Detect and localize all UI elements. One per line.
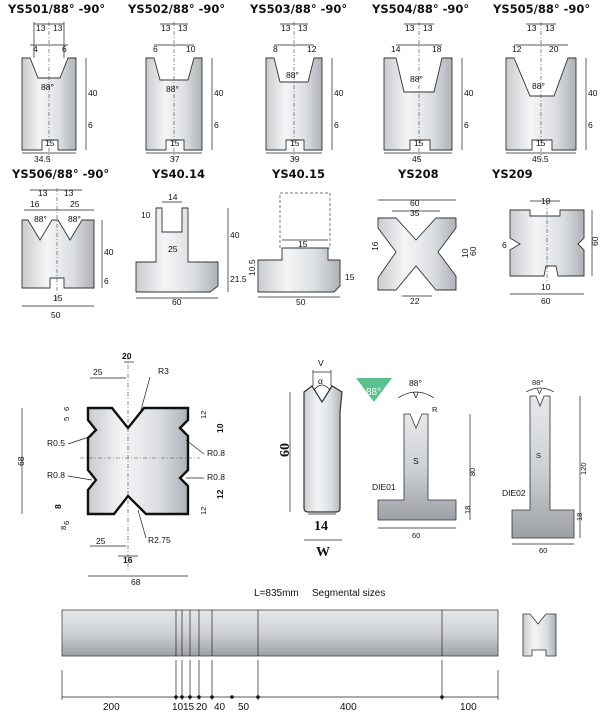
die01 xyxy=(372,378,477,540)
svg-text:20: 20 xyxy=(549,44,559,54)
svg-text:88°: 88° xyxy=(34,214,47,224)
die-ys502 xyxy=(127,2,225,164)
svg-text:50: 50 xyxy=(51,310,61,320)
svg-text:R2.75: R2.75 xyxy=(148,535,171,545)
svg-text:15: 15 xyxy=(53,293,63,303)
svg-text:21.5: 21.5 xyxy=(230,274,247,284)
svg-text:6: 6 xyxy=(104,276,109,286)
svg-text:6: 6 xyxy=(62,44,67,54)
svg-text:25: 25 xyxy=(96,536,106,546)
segment-15: 15 xyxy=(183,702,195,713)
angle-badge xyxy=(356,378,392,402)
svg-text:13: 13 xyxy=(405,23,415,33)
svg-text:45.5: 45.5 xyxy=(532,154,549,164)
svg-text:13: 13 xyxy=(281,23,291,33)
four-way-block-die xyxy=(16,351,225,587)
svg-text:13: 13 xyxy=(36,23,46,33)
svg-text:6: 6 xyxy=(62,406,71,411)
svg-text:10.5: 10.5 xyxy=(247,259,257,276)
svg-text:6: 6 xyxy=(464,120,469,130)
die-title: YS208 xyxy=(398,167,439,181)
svg-text:15: 15 xyxy=(170,138,180,148)
svg-text:6: 6 xyxy=(588,120,593,130)
svg-text:60: 60 xyxy=(172,297,182,307)
svg-text:DIE02: DIE02 xyxy=(502,488,526,498)
svg-text:6: 6 xyxy=(214,120,219,130)
svg-text:R0.8: R0.8 xyxy=(207,448,225,458)
die02 xyxy=(502,378,588,555)
svg-text:R0.8: R0.8 xyxy=(47,470,65,480)
svg-text:88°: 88° xyxy=(68,214,81,224)
svg-text:60: 60 xyxy=(278,443,293,457)
die-title: YS502/88° -90° xyxy=(128,2,226,16)
svg-text:6: 6 xyxy=(62,520,71,525)
svg-text:60: 60 xyxy=(412,531,421,540)
svg-text:8: 8 xyxy=(59,525,68,530)
svg-text:V: V xyxy=(413,390,419,400)
svg-text:8: 8 xyxy=(53,504,63,509)
svg-text:25: 25 xyxy=(93,367,103,377)
svg-text:88°: 88° xyxy=(532,378,544,387)
svg-text:88°: 88° xyxy=(166,84,179,94)
svg-text:14: 14 xyxy=(168,192,178,202)
svg-text:R: R xyxy=(432,405,438,414)
die-title: YS40.15 xyxy=(272,167,325,181)
die-title: YS209 xyxy=(492,167,533,181)
svg-text:S: S xyxy=(536,451,542,460)
svg-text:88°: 88° xyxy=(410,74,423,84)
die-ys40-15 xyxy=(247,167,355,307)
svg-text:68: 68 xyxy=(131,577,141,587)
svg-text:16: 16 xyxy=(30,199,40,209)
svg-text:13: 13 xyxy=(423,23,433,33)
svg-text:V: V xyxy=(318,358,324,368)
length-label: L=835mm xyxy=(254,588,299,599)
svg-text:39: 39 xyxy=(290,154,300,164)
die-ys208 xyxy=(491,167,600,306)
svg-text:8: 8 xyxy=(273,44,278,54)
svg-text:35: 35 xyxy=(410,208,420,218)
svg-text:13: 13 xyxy=(178,23,188,33)
segmental-sizes xyxy=(62,588,556,713)
die-ys40-14 xyxy=(136,167,247,307)
svg-text:12: 12 xyxy=(215,489,225,499)
svg-text:15: 15 xyxy=(45,138,55,148)
svg-text:88°: 88° xyxy=(532,81,545,91)
svg-text:R0.8: R0.8 xyxy=(207,472,225,482)
svg-text:DIE01: DIE01 xyxy=(372,482,396,492)
svg-text:S: S xyxy=(413,456,419,466)
svg-text:6: 6 xyxy=(88,120,93,130)
svg-text:α: α xyxy=(318,376,323,386)
svg-text:60: 60 xyxy=(541,296,551,306)
svg-text:10: 10 xyxy=(186,44,196,54)
svg-text:18: 18 xyxy=(463,505,472,514)
svg-text:5: 5 xyxy=(62,416,71,421)
svg-text:15: 15 xyxy=(536,138,546,148)
svg-text:13: 13 xyxy=(298,23,308,33)
segment-20: 20 xyxy=(196,702,208,713)
svg-text:16: 16 xyxy=(123,555,133,565)
svg-text:13: 13 xyxy=(527,23,537,33)
svg-text:6: 6 xyxy=(153,44,158,54)
svg-text:45: 45 xyxy=(412,154,422,164)
segment-end-profile xyxy=(523,614,556,656)
svg-text:40: 40 xyxy=(104,247,114,257)
svg-text:W: W xyxy=(316,545,330,560)
svg-text:20: 20 xyxy=(122,351,132,361)
svg-text:12: 12 xyxy=(307,44,317,54)
svg-text:40: 40 xyxy=(88,88,98,98)
svg-text:37: 37 xyxy=(170,154,180,164)
svg-text:R3: R3 xyxy=(158,366,169,376)
svg-text:6: 6 xyxy=(502,240,507,250)
svg-text:60: 60 xyxy=(468,246,478,256)
svg-text:10: 10 xyxy=(541,282,551,292)
svg-text:13: 13 xyxy=(64,188,74,198)
svg-text:120: 120 xyxy=(579,462,588,475)
die-title: YS506/88° -90° xyxy=(12,167,110,181)
die-title: YS40.14 xyxy=(152,167,205,181)
svg-text:60: 60 xyxy=(539,546,548,555)
section-die xyxy=(278,358,342,560)
die-ys503 xyxy=(249,2,347,164)
svg-text:18: 18 xyxy=(432,44,442,54)
svg-text:10: 10 xyxy=(141,210,151,220)
svg-text:13: 13 xyxy=(545,23,555,33)
svg-text:80: 80 xyxy=(468,467,477,476)
svg-text:13: 13 xyxy=(38,188,48,198)
svg-text:40: 40 xyxy=(464,88,474,98)
svg-text:88°: 88° xyxy=(41,82,54,92)
svg-text:25: 25 xyxy=(70,199,80,209)
svg-text:10: 10 xyxy=(460,248,470,258)
segment-200: 200 xyxy=(103,702,120,713)
svg-text:15: 15 xyxy=(345,272,355,282)
svg-text:13: 13 xyxy=(53,23,63,33)
svg-text:40: 40 xyxy=(230,230,240,240)
svg-text:50: 50 xyxy=(296,297,306,307)
die-title: YS501/88° -90° xyxy=(8,2,106,16)
svg-text:88°: 88° xyxy=(286,70,299,80)
svg-text:13: 13 xyxy=(161,23,171,33)
die-ys209 xyxy=(370,167,478,306)
die-ys501 xyxy=(7,2,105,164)
svg-text:18: 18 xyxy=(541,196,551,206)
svg-text:60: 60 xyxy=(410,198,420,208)
svg-text:18: 18 xyxy=(575,512,584,521)
segment-400: 400 xyxy=(340,702,357,713)
svg-text:34.5: 34.5 xyxy=(34,154,51,164)
svg-text:40: 40 xyxy=(588,88,598,98)
segment-40: 40 xyxy=(214,702,226,713)
segment-100: 100 xyxy=(460,702,477,713)
die-ys506 xyxy=(11,167,114,320)
segment-bar xyxy=(62,610,498,656)
svg-text:88°: 88° xyxy=(366,387,382,398)
svg-text:60: 60 xyxy=(590,236,600,246)
segment-50: 50 xyxy=(238,702,250,713)
svg-text:15: 15 xyxy=(298,239,308,249)
svg-text:16: 16 xyxy=(370,241,380,251)
svg-text:10: 10 xyxy=(215,423,225,433)
segment-10: 10 xyxy=(172,702,184,713)
svg-text:14: 14 xyxy=(314,519,328,534)
svg-text:15: 15 xyxy=(290,138,300,148)
svg-text:12: 12 xyxy=(199,410,208,419)
svg-text:88°: 88° xyxy=(409,378,422,388)
svg-text:14: 14 xyxy=(391,44,401,54)
svg-text:V: V xyxy=(537,387,543,396)
svg-text:4: 4 xyxy=(33,44,38,54)
die-title: YS504/88° -90° xyxy=(372,2,470,16)
svg-text:22: 22 xyxy=(410,296,420,306)
segments-title: Segmental sizes xyxy=(312,588,386,599)
svg-text:25: 25 xyxy=(168,244,178,254)
svg-text:68: 68 xyxy=(16,456,26,466)
svg-text:15: 15 xyxy=(414,138,424,148)
svg-text:40: 40 xyxy=(214,88,224,98)
svg-text:R0.5: R0.5 xyxy=(47,438,65,448)
die-title: YS505/88° -90° xyxy=(493,2,591,16)
die-title: YS503/88° -90° xyxy=(250,2,348,16)
die-ys504 xyxy=(371,2,474,164)
die-ys505 xyxy=(492,2,598,164)
svg-text:12: 12 xyxy=(199,506,208,515)
svg-text:40: 40 xyxy=(334,88,344,98)
svg-text:6: 6 xyxy=(334,120,339,130)
svg-text:12: 12 xyxy=(512,44,522,54)
